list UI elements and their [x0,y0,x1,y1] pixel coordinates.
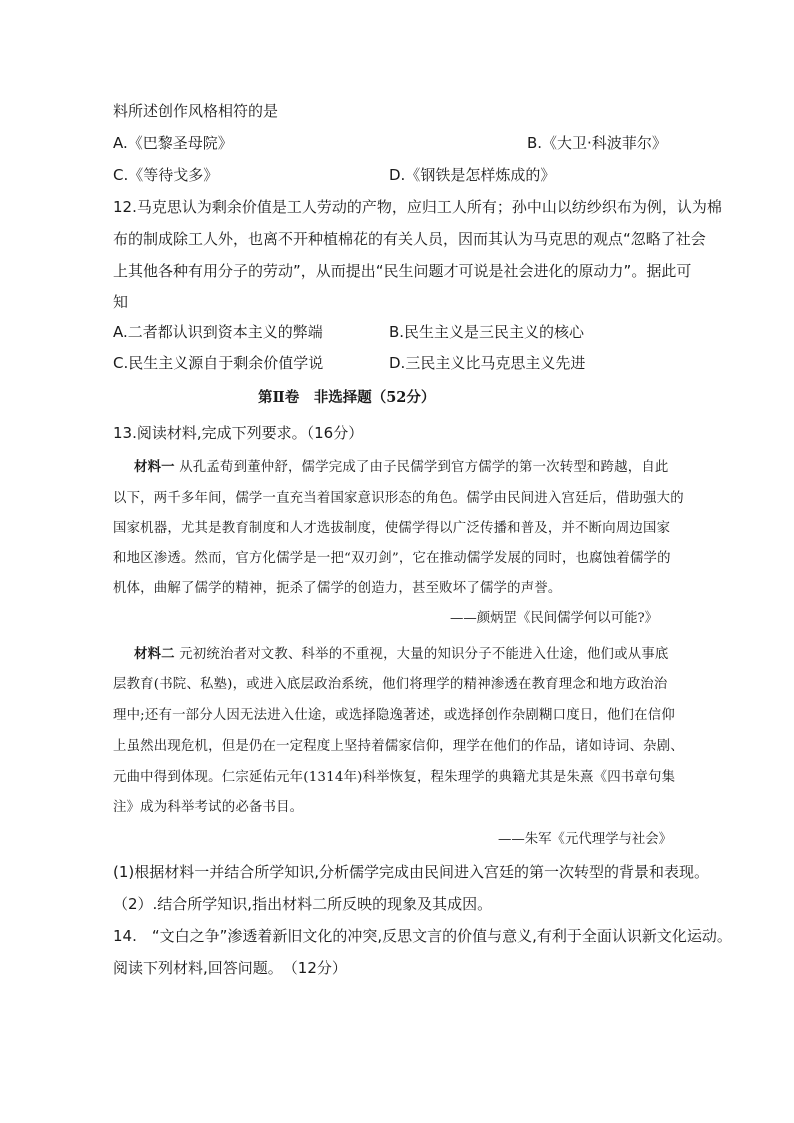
material2-line: 元曲中得到体现。仁宗延佑元年(1314年)科举恢复，程朱理学的典籍尤其是朱熹《四书章句集 [113,770,676,785]
material2-line: 层教育(书院、私塾)，或进入底层政治系统，他们将理学的精神渗透在教育理念和地方政治治 [113,677,668,692]
material1-line: 国家机器，尤其是教育制度和人才选拔制度，使儒学得以广泛传播和普及，并不断向周边国家 [113,521,671,536]
q14-stem-line: 14. “文白之争”渗透着新旧文化的冲突,反思文言的价值与意义,有利于全面认识新文化运动。 [113,927,732,945]
q12-stem-line: 布的制成除工人外，也离不开种植棉花的有关人员，因而其认为马克思的观点“忽略了社会 [113,230,706,248]
material2-line: 材料二 元初统治者对文教、科举的不重视，大量的知识分子不能进入仕途，他们或从事底 [134,646,669,662]
material2-line: 理中;还有一部分人因无法进入仕途，或选择隐逸著述，或选择创作杂剧糊口度日，他们在信仰 [113,708,675,723]
material1-label: 材料一 [134,459,175,475]
q12-option-d: D.三民主义比马克思主义先进 [389,354,586,372]
material2-line: 注》成为科举考试的必备书目。 [113,800,304,815]
material1-line: 材料一 从孔孟荀到董仲舒，儒学完成了由子民儒学到官方儒学的第一次转型和跨越，自此 [134,459,669,475]
material1-line: 和地区渗透。然而，官方化儒学是一把“双刃剑”，它在推动儒学发展的同时，也腐蚀着儒学的 [113,551,671,566]
material2-source: ——朱军《元代理学与社会》 [498,832,673,847]
material1-line: 以下，两千多年间，儒学一直充当着国家意识形态的角色。儒学由民间进入宫廷后，借助强大的 [113,491,684,506]
material2-line: 上虽然出现危机，但是仍在一定程度上坚持着儒家信仰，理学在他们的作品，诸如诗词、杂剧、 [113,739,684,754]
material1-line: 机体，曲解了儒学的精神，扼杀了儒学的创造力，甚至败坏了儒学的声誉。 [113,581,562,596]
q11-stem-tail: 料所述创作风格相符的是 [113,102,279,120]
q12-option-a: A.二者都认识到资本主义的弊端 [113,323,323,341]
q12-option-c: C.民生主义源自于剩余价值学说 [113,354,324,372]
q12-option-b: B.民生主义是三民主义的核心 [389,323,585,341]
q12-stem-line: 上其他各种有用分子的劳动”，从而提出“民生问题才可说是社会进化的原动力”。据此可 [113,262,692,280]
q13-subquestion-1: (1)根据材料一并结合所学知识,分析儒学完成由民间进入宫廷的第一次转型的背景和表现。 [113,863,710,881]
section-title: 第Ⅱ卷 非选择题（52分） [258,389,436,406]
q12-stem-line: 12.马克思认为剩余价值是工人劳动的产物，应归工人所有；孙中山以纺纱织布为例，认为棉 [113,198,722,216]
q14-stem-line: 阅读下列材料,回答问题。 （12分） [113,959,347,977]
q11-option-a: A.《巴黎圣母院》 [113,134,233,152]
material1-source: ——颜炳罡《民间儒学何以可能?》 [450,611,659,626]
q11-option-c: C.《等待戈多》 [113,166,219,184]
q11-option-b: B.《大卫·科波菲尔》 [527,134,667,152]
q13-subquestion-2: （2）.结合所学知识,指出材料二所反映的现象及其成因。 [113,895,493,913]
q11-option-d: D.《钢铁是怎样炼成的》 [389,166,556,184]
q13-prompt: 13.阅读材料,完成下列要求。（16分） [113,424,364,442]
q12-stem-line: 知 [113,293,129,311]
material2-label: 材料二 [134,646,175,662]
